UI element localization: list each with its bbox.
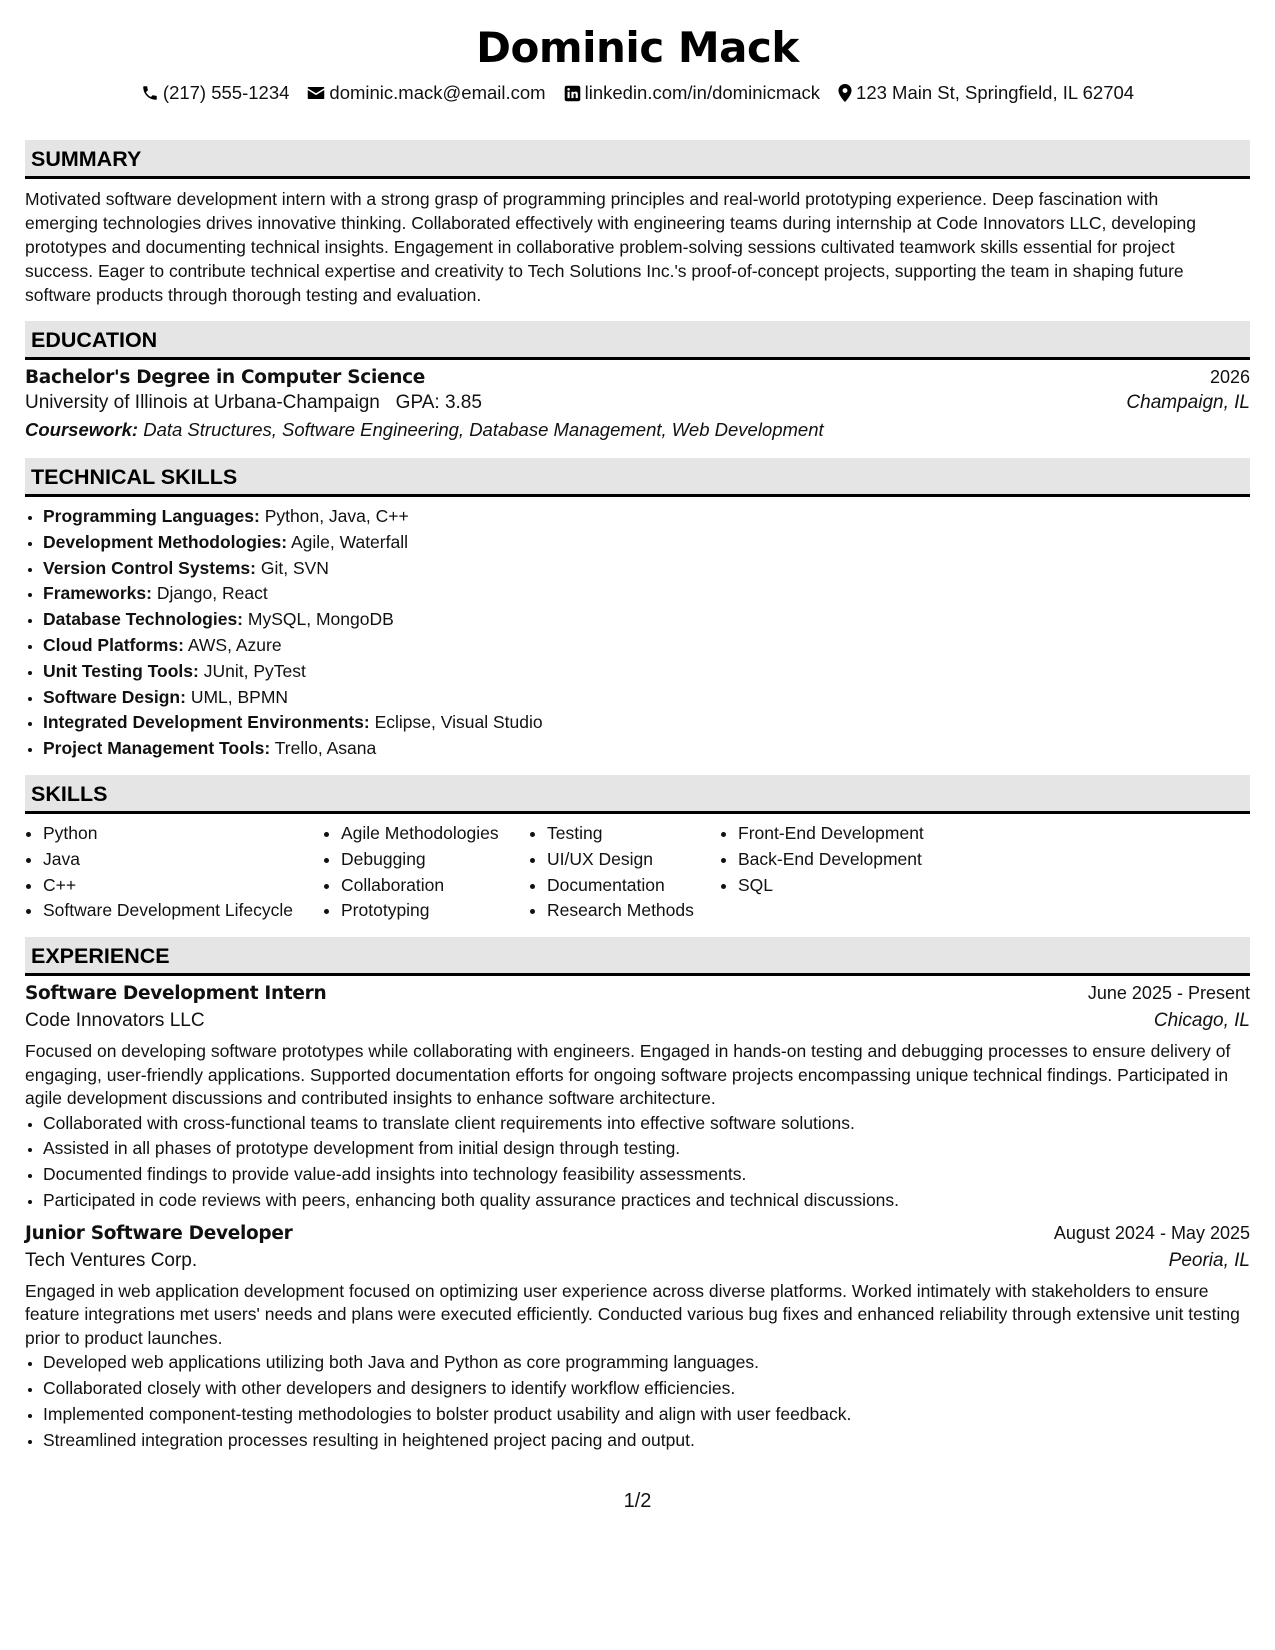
job-location: Peoria, IL [1168, 1249, 1250, 1271]
list-item: • Research Methods [547, 898, 720, 924]
job-description: Engaged in web application development focused on optimizing user experience across diverse platforms. Worked intimately with stakeholders to ensure feature integrations met users' needs and plans were executed efficiently. Conducted various bug fixes and enhanced reliability through extensive unit testing prior to product launches. [25, 1280, 1240, 1348]
list-item: • Streamlined integration processes resulting in heightened project pacing and output. [43, 1428, 1250, 1454]
email-link[interactable]: dominic.mack@email.com [329, 82, 546, 103]
summary-heading: SUMMARY [25, 140, 1250, 179]
list-item: • UI/UX Design [547, 847, 720, 873]
job-entry [25, 1223, 1250, 1454]
contact-bar [25, 80, 1250, 106]
skill-value: Python, Java, C++ [264, 506, 409, 526]
school-location: Champaign, IL [1126, 392, 1250, 413]
skills-column-3 [529, 821, 720, 924]
list-item: • Testing [547, 821, 720, 847]
skill-value: Trello, Asana [274, 738, 377, 759]
education-section [25, 321, 1250, 441]
job-bullets [25, 1111, 1250, 1214]
list-item: • Collaborated closely with other developers and designers to identify workflow efficiencies. [43, 1376, 1250, 1402]
skill-label: Frameworks: [43, 583, 152, 604]
coursework-label: Coursework: [25, 419, 139, 440]
skill-label: Database Technologies: [43, 609, 244, 630]
list-item [43, 556, 1250, 582]
skill-label: Version Control Systems: [43, 557, 256, 578]
list-item: • Developed web applications utilizing both Java and Python as core programming languages. [43, 1350, 1250, 1376]
list-item [43, 530, 1250, 556]
list-item: • Implemented component-testing methodologies to bolster product usability and align with user feedback. [43, 1402, 1250, 1428]
phone-icon [141, 84, 159, 102]
contact-linkedin[interactable] [564, 82, 820, 104]
skill-label: Unit Testing Tools: [43, 660, 199, 681]
map-marker-icon [838, 84, 852, 102]
page-number: 1/2 [623, 1490, 652, 1512]
job-title: Software Development Intern [25, 983, 327, 1005]
candidate-name: Dominic Mack [476, 23, 799, 72]
skill-label: Cloud Platforms: [43, 634, 184, 655]
list-item [43, 581, 1250, 607]
skill-value: Eclipse, Visual Studio [374, 712, 543, 733]
company-name: Code Innovators LLC [25, 1010, 205, 1032]
school-name: University of Illinois at Urbana-Champaign [25, 392, 380, 413]
linkedin-link[interactable]: linkedin.com/in/dominicmack [584, 82, 821, 103]
skill-value: UML, BPMN [190, 686, 289, 707]
envelope-icon [307, 85, 325, 101]
company-name: Tech Ventures Corp. [25, 1249, 198, 1271]
list-item: • C++ [43, 873, 323, 899]
coursework-list: Data Structures, Software Engineering, Database Management, Web Development [143, 419, 824, 440]
contact-email[interactable] [307, 82, 545, 104]
skill-label: Development Methodologies: [43, 531, 288, 552]
school-line [25, 392, 482, 414]
resume-page [25, 0, 1250, 1454]
skill-value: JUnit, PyTest [203, 660, 306, 681]
skill-value: Git, SVN [260, 557, 329, 578]
list-item [43, 659, 1250, 685]
list-item: • Java [43, 847, 323, 873]
degree-title: Bachelor's Degree in Computer Science [25, 367, 426, 388]
skill-value: MySQL, MongoDB [247, 609, 394, 630]
summary-text: Motivated software development intern with a strong grasp of programming principles and real-world prototyping experience. Deep fascination with emerging technologies drives innovative thinking. Collaborated effectively with engineering teams during internship at Code Innovators LLC, developing prototypes and documenting technical insights. Engagement in collaborative problem-solving sessions cultivated teamwork skills essential for project success. Eager to contribute technical expertise and creativity to Tech Solutions Inc.'s proof-of-concept projects, supporting the team in shaping future software products through thorough testing and evaluation. [25, 189, 1196, 305]
job-dates: August 2024 - May 2025 [1053, 1222, 1250, 1243]
list-item: • Assisted in all phases of prototype development from initial design through testing. [43, 1136, 1250, 1162]
contact-phone [141, 82, 290, 104]
list-item: • Agile Methodologies [341, 821, 529, 847]
gpa: GPA: 3.85 [395, 392, 482, 413]
skill-value: Django, React [156, 583, 268, 604]
list-item: • Participated in code reviews with peers, enhancing both quality assurance practices and technical discussions. [43, 1188, 1250, 1214]
skill-label: Integrated Development Environments: [43, 712, 370, 733]
skill-value: Agile, Waterfall [290, 531, 408, 552]
experience-section [25, 937, 1250, 1453]
coursework-line [25, 419, 1250, 441]
list-item: • Software Development Lifecycle [43, 898, 323, 924]
job-bullets [25, 1350, 1250, 1453]
graduation-year: 2026 [1209, 367, 1250, 387]
phone-number: (217) 555-1234 [162, 82, 290, 103]
skills-grid [25, 821, 1250, 924]
list-item: • SQL [738, 873, 924, 899]
list-item: • Front-End Development [738, 821, 924, 847]
skill-label: Programming Languages: [43, 506, 260, 526]
technical-skills-list [25, 504, 1250, 762]
job-title: Junior Software Developer [25, 1222, 293, 1244]
list-item [43, 710, 1250, 736]
technical-skills-section [25, 458, 1250, 762]
job-location: Chicago, IL [1153, 1010, 1250, 1032]
list-item: • Documented findings to provide value-add insights into technology feasibility assessments. [43, 1162, 1250, 1188]
experience-heading: EXPERIENCE [25, 937, 1250, 976]
skills-column-1 [25, 821, 323, 924]
job-description: Focused on developing software prototypes while collaborating with engineers. Engaged in hands-on testing and debugging processes to ensure delivery of engaging, user-friendly applications. Supported documentation efforts for ongoing software projects encompassing unique technical findings. Participated in agile development discussions and contributed insights to enhance software architecture. [25, 1041, 1231, 1109]
list-item: • Python [43, 821, 323, 847]
technical-skills-heading: TECHNICAL SKILLS [25, 458, 1250, 497]
contact-address [838, 82, 1134, 104]
list-item [43, 685, 1250, 711]
list-item [43, 607, 1250, 633]
list-item [43, 504, 1250, 530]
list-item [43, 736, 1250, 762]
list-item [43, 633, 1250, 659]
list-item: • Collaborated with cross-functional teams to translate client requirements into effective software solutions. [43, 1111, 1250, 1137]
skills-column-2 [323, 821, 529, 924]
list-item: • Back-End Development [738, 847, 924, 873]
linkedin-icon [564, 85, 581, 102]
education-heading: EDUCATION [25, 321, 1250, 360]
job-entry [25, 983, 1250, 1214]
list-item: • Prototyping [341, 898, 529, 924]
job-dates: June 2025 - Present [1087, 983, 1250, 1004]
skill-value: AWS, Azure [187, 634, 282, 655]
skill-label: Software Design: [43, 686, 186, 707]
address-text: 123 Main St, Springfield, IL 62704 [856, 82, 1135, 103]
list-item: • Collaboration [341, 873, 529, 899]
summary-section [25, 140, 1250, 307]
skill-label: Project Management Tools: [43, 738, 271, 759]
skills-column-4 [720, 821, 924, 924]
list-item: • Documentation [547, 873, 720, 899]
skills-section [25, 775, 1250, 924]
skills-heading: SKILLS [25, 775, 1250, 814]
list-item: • Debugging [341, 847, 529, 873]
